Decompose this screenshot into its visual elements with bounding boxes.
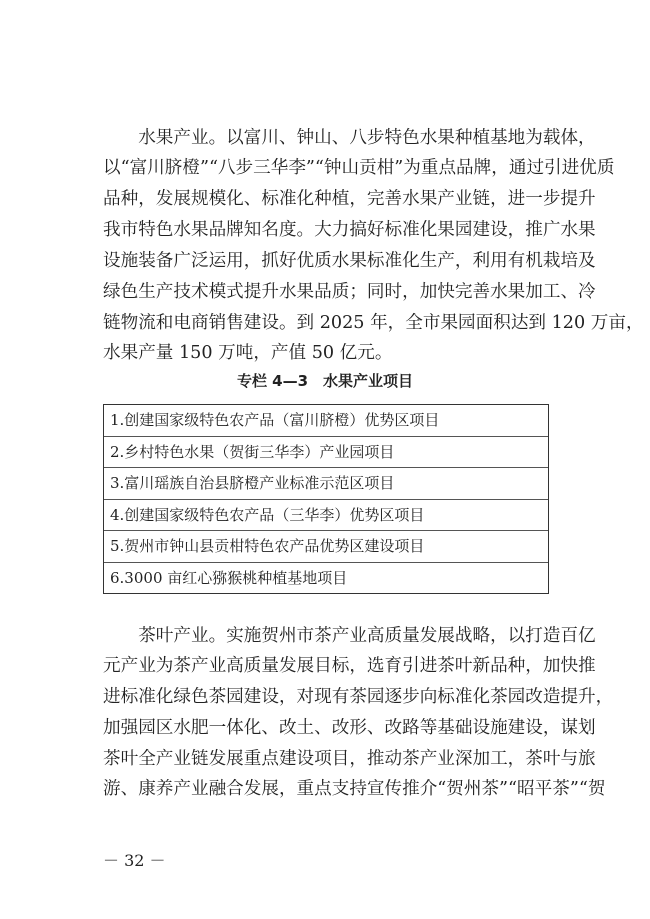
text-line: 茶叶产业。实施贺州市茶产业高质量发展战略，以打造百亿 xyxy=(103,626,596,646)
project-box xyxy=(103,404,549,594)
text-line: 绿色生产技术模式提升水果品质；同时，加快完善水果加工、冷 xyxy=(103,282,596,302)
text-line: 进标准化绿色茶园建设，对现有茶园逐步向标准化茶园改造提升， xyxy=(103,687,614,707)
text-line: 品种，发展规模化、标准化种植，完善水果产业链，进一步提升 xyxy=(103,189,596,209)
text-line: 以“富川脐橙”“八步三华李”“钟山贡柑”为重点品牌，通过引进优质 xyxy=(103,158,615,178)
text-line: 加强园区水肥一体化、改土、改形、改路等基础设施建设，谋划 xyxy=(103,718,596,738)
text-line: 元产业为茶产业高质量发展目标，选育引进茶叶新品种，加快推 xyxy=(103,656,596,676)
text-line: 链物流和电商销售建设。到 2025 年，全市果园面积达到 120 万亩， xyxy=(103,313,644,333)
text-line: 我市特色水果品牌知名度。大力搞好标准化果园建设，推广水果 xyxy=(103,220,596,240)
text-line: 设施装备广泛运用，抓好优质水果标准化生产，利用有机栽培及 xyxy=(103,251,596,271)
project-item: 1.创建国家级特色农产品（富川脐橙）优势区项目 xyxy=(104,405,548,437)
text-line: 水果产量 150 万吨，产值 50 亿元。 xyxy=(103,343,393,363)
project-item: 2.乡村特色水果（贺街三华李）产业园项目 xyxy=(104,437,548,469)
project-item: 5.贺州市钟山县贡柑特色农产品优势区建设项目 xyxy=(104,531,548,563)
text-line: 茶叶全产业链发展重点建设项目，推动茶产业深加工，茶叶与旅 xyxy=(103,749,596,769)
box-title: 专栏 4—3 水果产业项目 xyxy=(236,372,414,390)
project-item: 3.富川瑶族自治县脐橙产业标准示范区项目 xyxy=(104,468,548,500)
text-line: 水果产业。以富川、钟山、八步特色水果种植基地为载体， xyxy=(103,128,596,148)
project-item: 4.创建国家级特色农产品（三华李）优势区项目 xyxy=(104,500,548,532)
page-number: － 32 － xyxy=(103,851,166,870)
project-item: 6.3000 亩红心猕猴桃种植基地项目 xyxy=(110,568,348,587)
text-line: 游、康养产业融合发展，重点支持宣传推介“贺州茶”“昭平茶”“贺 xyxy=(103,779,606,799)
